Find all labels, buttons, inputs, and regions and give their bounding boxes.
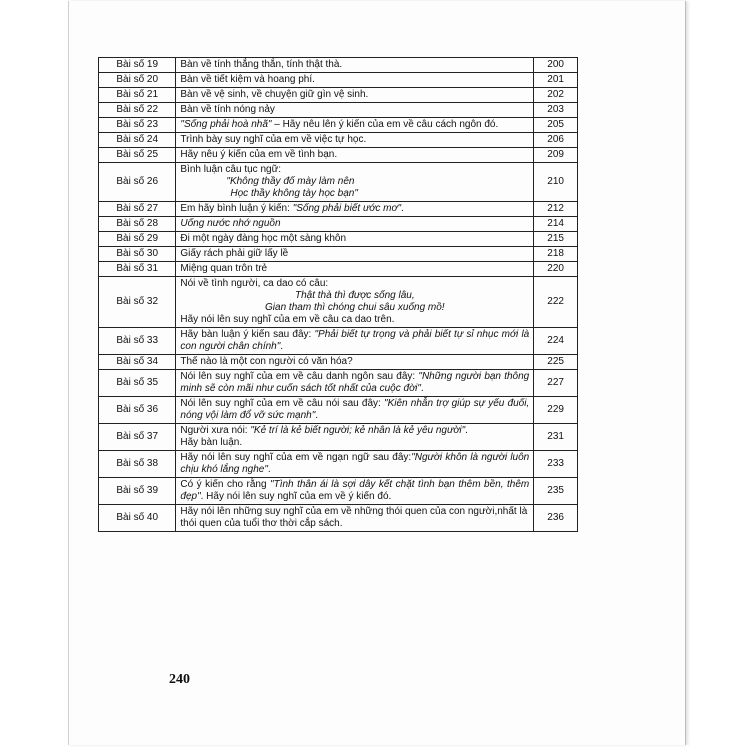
title-line <box>180 119 529 131</box>
lesson-page-number: 200 <box>534 58 578 73</box>
title-text: Bàn về tiết kiệm và hoang phí. <box>180 74 315 85</box>
title-line <box>180 329 529 353</box>
table-row <box>99 103 578 118</box>
title-text: Nói về tình người, ca dao có câu: <box>180 278 329 289</box>
lesson-page-number: 205 <box>534 118 578 133</box>
title-text: Bàn về vệ sinh, về chuyện giữ gìn vệ sinh. <box>180 89 369 100</box>
title-line <box>180 371 529 395</box>
title-text: Giấy rách phải giữ lấy lề <box>180 248 289 259</box>
title-text: Trình bày suy nghĩ của em về việc tự học. <box>180 134 367 145</box>
table-row <box>99 88 578 103</box>
table-row <box>99 232 578 247</box>
table-row <box>99 355 578 370</box>
title-line <box>180 134 529 146</box>
title-line <box>180 233 529 245</box>
quoted-text: Uống nước nhớ nguồn <box>180 218 281 229</box>
quoted-text: "Kiên nhẫn trợ giúp sự yếu đuối, nóng vội làm đổ vỡ sức mạnh" <box>180 398 530 421</box>
table-row <box>99 163 578 202</box>
title-text: Bàn về tính nóng nảy <box>180 104 275 115</box>
lesson-title <box>176 424 534 451</box>
title-text: Nói lên suy nghĩ của em về câu danh ngôn sau đây: <box>180 371 419 382</box>
table-row <box>99 370 578 397</box>
title-line <box>180 425 529 437</box>
title-text: . <box>401 203 404 214</box>
lesson-number: Bài số 21 <box>99 88 176 103</box>
table-row <box>99 148 578 163</box>
lesson-title <box>176 58 534 73</box>
lesson-number: Bài số 23 <box>99 118 176 133</box>
table-row <box>99 478 578 505</box>
lesson-title <box>176 217 534 232</box>
table-row <box>99 133 578 148</box>
title-text: Nói lên suy nghĩ của em về câu nói sau đây: <box>180 398 385 409</box>
quoted-text: "Phải biết tự trọng và phải biết tự sỉ nhục mới là con người chân chính" <box>180 329 530 352</box>
quoted-text: "Những người bạn thông minh sẽ còn mãi như cuốn sách tốt nhất của cuộc đời" <box>180 371 530 394</box>
title-text: Thế nào là một con người có văn hóa? <box>180 356 353 367</box>
title-line <box>180 479 529 503</box>
lesson-number: Bài số 36 <box>99 397 176 424</box>
table-of-contents <box>98 57 578 532</box>
title-text: . <box>465 425 468 436</box>
toc-body <box>99 58 578 532</box>
table-row <box>99 328 578 355</box>
title-line <box>180 356 529 368</box>
title-text: Bàn về tính thẳng thắn, tính thật thà. <box>180 59 343 70</box>
lesson-page-number: 225 <box>534 355 578 370</box>
title-text: Miệng quan trôn trẻ <box>180 263 268 274</box>
table-row <box>99 451 578 478</box>
lesson-number: Bài số 29 <box>99 232 176 247</box>
title-line <box>180 59 529 71</box>
lesson-title <box>176 370 534 397</box>
table-row <box>99 397 578 424</box>
table-row <box>99 58 578 73</box>
lesson-title <box>176 262 534 277</box>
lesson-title <box>176 247 534 262</box>
quoted-text: Thật thà thì được sống lâu, <box>294 290 415 301</box>
lesson-number: Bài số 20 <box>99 73 176 88</box>
title-text: Có ý kiến cho rằng <box>180 479 271 490</box>
title-line <box>180 176 529 188</box>
quoted-text: "Người khôn là người luôn chịu khó lắng nghe" <box>180 452 530 475</box>
quoted-text: "Tình thân ái là sợi dây kết chặt tình bạn thêm bền, thêm đẹp" <box>180 479 530 502</box>
lesson-page-number: 233 <box>534 451 578 478</box>
title-line <box>180 164 529 176</box>
title-text: Hãy nói lên suy nghĩ của em về câu ca dao trên. <box>180 314 395 325</box>
title-line <box>180 302 529 314</box>
lesson-number: Bài số 22 <box>99 103 176 118</box>
title-line <box>180 278 529 290</box>
title-text: Hãy nói lên suy nghĩ của em về ngạn ngữ sau đây: <box>180 452 412 463</box>
lesson-number: Bài số 25 <box>99 148 176 163</box>
lesson-number: Bài số 27 <box>99 202 176 217</box>
quoted-text: "Sống phải biết ước mơ" <box>292 203 402 214</box>
lesson-page-number: 209 <box>534 148 578 163</box>
table-row <box>99 118 578 133</box>
page-number: 240 <box>169 672 190 687</box>
lesson-title <box>176 232 534 247</box>
lesson-number: Bài số 19 <box>99 58 176 73</box>
title-text: Hãy bàn luận. <box>180 437 243 448</box>
title-line <box>180 218 529 230</box>
title-text: . <box>420 383 424 394</box>
title-text: Hãy bàn luận ý kiến sau đây: <box>180 329 315 340</box>
lesson-title <box>176 118 534 133</box>
title-line <box>180 290 529 302</box>
title-line <box>180 188 529 200</box>
table-row <box>99 277 578 328</box>
lesson-title <box>176 148 534 163</box>
title-text: Hãy nói lên những suy nghĩ của em về những thói quen của con người,nhất là thói quen của tuổi thơ thời cắp sách. <box>180 506 528 529</box>
lesson-page-number: 218 <box>534 247 578 262</box>
lesson-page-number: 212 <box>534 202 578 217</box>
title-text: Người xưa nói: <box>180 425 251 436</box>
lesson-page-number: 215 <box>534 232 578 247</box>
title-text: . <box>315 410 319 421</box>
lesson-title <box>176 397 534 424</box>
lesson-title <box>176 133 534 148</box>
title-text: . <box>280 341 284 352</box>
title-line <box>180 314 529 326</box>
lesson-number: Bài số 31 <box>99 262 176 277</box>
lesson-title <box>176 277 534 328</box>
title-line <box>180 104 529 116</box>
lesson-page-number: 224 <box>534 328 578 355</box>
lesson-page-number: 203 <box>534 103 578 118</box>
lesson-number: Bài số 32 <box>99 277 176 328</box>
quoted-text: "Sống phải hoà nhã" <box>180 119 272 130</box>
lesson-page-number: 227 <box>534 370 578 397</box>
title-text: Em hãy bình luận ý kiến: <box>180 203 293 214</box>
title-line <box>180 149 529 161</box>
lesson-page-number: 222 <box>534 277 578 328</box>
lesson-title <box>176 478 534 505</box>
lesson-title <box>176 103 534 118</box>
quoted-text: "Không thầy đố mày làm nên <box>226 176 355 187</box>
lesson-number: Bài số 40 <box>99 505 176 532</box>
title-line <box>180 263 529 275</box>
table-row <box>99 262 578 277</box>
title-text: . Hãy nói lên suy nghĩ của em về ý kiến đó. <box>200 491 392 502</box>
lesson-number: Bài số 38 <box>99 451 176 478</box>
title-line <box>180 506 529 530</box>
lesson-page-number: 220 <box>534 262 578 277</box>
lesson-number: Bài số 34 <box>99 355 176 370</box>
lesson-page-number: 206 <box>534 133 578 148</box>
lesson-title <box>176 202 534 217</box>
lesson-title <box>176 355 534 370</box>
title-text: . <box>267 464 271 475</box>
lesson-number: Bài số 28 <box>99 217 176 232</box>
title-line <box>180 437 529 449</box>
table-row <box>99 73 578 88</box>
title-line <box>180 74 529 86</box>
title-text: Hãy nêu ý kiến của em về tình bạn. <box>180 149 338 160</box>
lesson-page-number: 229 <box>534 397 578 424</box>
lesson-page-number: 210 <box>534 163 578 202</box>
lesson-title <box>176 163 534 202</box>
title-text: Bình luận câu tục ngữ: <box>180 164 282 175</box>
lesson-title <box>176 73 534 88</box>
title-line <box>180 398 529 422</box>
table-row <box>99 202 578 217</box>
lesson-number: Bài số 24 <box>99 133 176 148</box>
title-line <box>180 248 529 260</box>
lesson-page-number: 236 <box>534 505 578 532</box>
lesson-title <box>176 505 534 532</box>
lesson-title <box>176 451 534 478</box>
lesson-title <box>176 328 534 355</box>
quoted-text: Học thầy không tày học bạn" <box>230 188 358 199</box>
lesson-number: Bài số 33 <box>99 328 176 355</box>
lesson-page-number: 235 <box>534 478 578 505</box>
table-row <box>99 247 578 262</box>
title-line <box>180 452 529 476</box>
lesson-number: Bài số 37 <box>99 424 176 451</box>
lesson-title <box>176 88 534 103</box>
lesson-number: Bài số 26 <box>99 163 176 202</box>
title-text: – Hãy nêu lên ý kiến của em về câu cách ngôn đó. <box>271 119 499 130</box>
lesson-page-number: 202 <box>534 88 578 103</box>
lesson-page-number: 214 <box>534 217 578 232</box>
quoted-text: Gian tham thì chóng chui sâu xuống mồ! <box>265 302 445 313</box>
lesson-number: Bài số 35 <box>99 370 176 397</box>
lesson-page-number: 231 <box>534 424 578 451</box>
lesson-page-number: 201 <box>534 73 578 88</box>
lesson-number: Bài số 30 <box>99 247 176 262</box>
title-line <box>180 89 529 101</box>
title-text: Đi một ngày đàng học một sàng khôn <box>180 233 347 244</box>
table-row <box>99 505 578 532</box>
quoted-text: "Kẻ trí là kẻ biết người; kẻ nhân là kẻ yêu người" <box>250 425 466 436</box>
lesson-number: Bài số 39 <box>99 478 176 505</box>
table-row <box>99 424 578 451</box>
table-row <box>99 217 578 232</box>
title-line <box>180 203 529 215</box>
